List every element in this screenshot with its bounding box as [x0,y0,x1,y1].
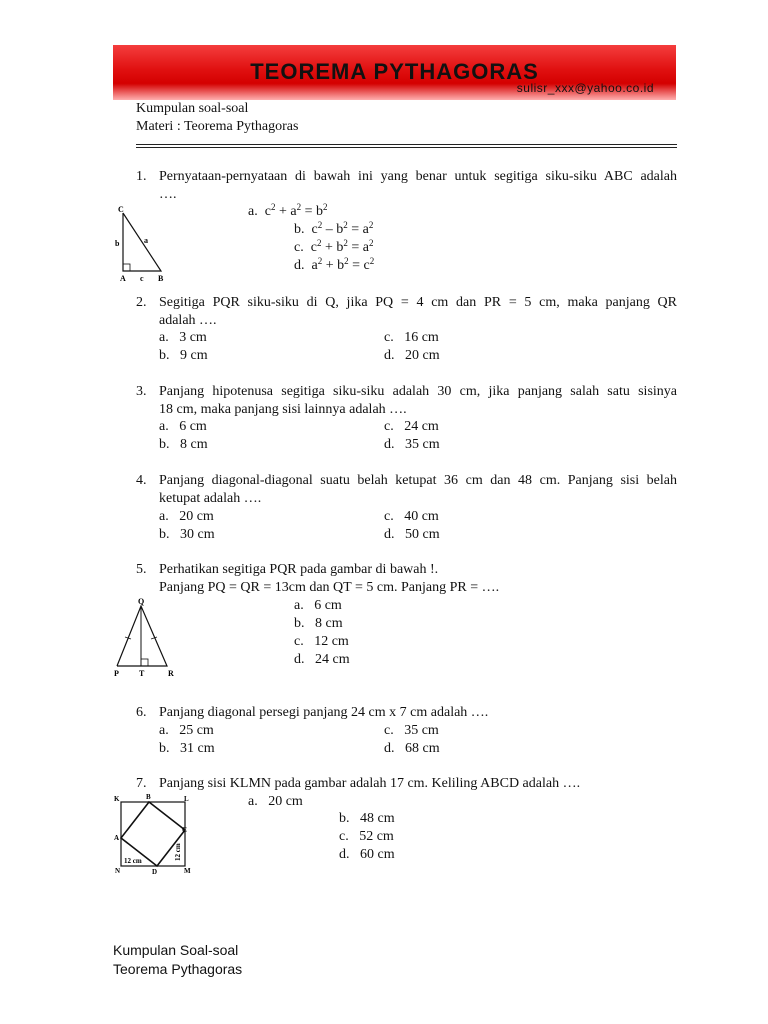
q3-option-c: c. 24 cm [384,419,439,434]
q3-number: 3. [136,384,147,399]
q7-square-figure [112,791,196,877]
q7-text-line1: Panjang sisi KLMN pada gambar adalah 17 cm. Keliling ABCD adalah …. [159,776,581,791]
q5-text-line1: Perhatikan segitiga PQR pada gambar di bawah !. [159,562,439,577]
q5-label-T: T [139,669,145,678]
q1-label-C: C [118,205,124,214]
q3-text-line1: Panjang hipotenusa segitiga siku-siku adalah 30 cm, jika panjang salah satu sisinya [159,384,677,399]
q6-option-b: b. 31 cm [159,741,215,756]
footer-line-2: Teorema Pythagoras [113,961,243,977]
q6-option-c: c. 35 cm [384,723,439,738]
q1-text-line1: Pernyataan-pernyataan di bawah ini yang benar untuk segitiga siku-siku ABC adalah [159,169,677,184]
q7-label-12cm-right: 12 cm [174,843,182,861]
q7-option-c: c. 52 cm [339,829,394,844]
q7-label-12cm-bottom: 12 cm [124,857,142,865]
q6-option-d: d. 68 cm [384,741,440,756]
q6-number: 6. [136,705,147,720]
q3-option-b: b. 8 cm [159,437,208,452]
q5-isosceles-triangle-figure [113,596,179,680]
q7-option-a: a. 20 cm [248,794,303,809]
q7-label-N: N [115,867,121,875]
q2-option-a: a. 3 cm [159,330,207,345]
q5-text-line2: Panjang PQ = QR = 13cm dan QT = 5 cm. Panjang PR = …. [159,580,500,595]
q5-option-c: c. 12 cm [294,634,349,649]
banner-email: sulisr_xxx@yahoo.co.id [516,81,654,95]
q2-text-line1: Segitiga PQR siku-siku di Q, jika PQ = 4 cm dan PR = 5 cm, maka panjang QR [159,295,677,310]
q7-number: 7. [136,776,147,791]
q1-label-a: a [144,236,148,245]
q7-label-A: A [114,834,120,842]
q5-option-b: b. 8 cm [294,616,343,631]
q4-option-a: a. 20 cm [159,509,214,524]
q2-option-c: c. 16 cm [384,330,439,345]
q1-text-line2: …. [159,187,177,202]
q3-option-d: d. 35 cm [384,437,440,452]
q7-label-L: L [184,795,189,803]
q5-label-Q: Q [138,597,145,606]
q5-option-d: d. 24 cm [294,652,350,667]
q4-number: 4. [136,473,147,488]
q1-label-B: B [158,274,164,283]
q4-text-line2: ketupat adalah …. [159,491,262,506]
q1-number: 1. [136,169,147,184]
q7-label-B: B [146,793,151,801]
banner-title: TEOREMA PYTHAGORAS [250,59,539,84]
q4-option-c: c. 40 cm [384,509,439,524]
q5-option-a: a. 6 cm [294,598,342,613]
q1-label-c: c [140,274,144,283]
divider-top [136,144,677,145]
q2-text-line2: adalah …. [159,313,217,328]
q3-text-line2: 18 cm, maka panjang sisi lainnya adalah …. [159,402,407,417]
q2-option-d: d. 20 cm [384,348,440,363]
q7-label-M: M [184,867,191,875]
q7-label-K: K [114,795,120,803]
q5-number: 5. [136,562,147,577]
q2-number: 2. [136,295,147,310]
q1-option-b: b. $c^2 - b^2 = a^2$ [294,220,374,237]
q1-option-d: d. $a^2 + b^2 = c^2$ [294,256,375,273]
header-line-1: Kumpulan soal-soal [136,101,249,116]
footer-line-1: Kumpulan Soal-soal [113,942,239,958]
q7-option-b: b. 48 cm [339,811,395,826]
q4-text-line1: Panjang diagonal-diagonal suatu belah ketupat 36 cm dan 48 cm. Panjang sisi belah [159,473,677,488]
q1-label-b: b [115,239,120,248]
q5-label-R: R [168,669,174,678]
divider-bottom [136,147,677,148]
header-line-2: Materi : Teorema Pythagoras [136,119,299,134]
q7-label-D: D [152,868,158,876]
q2-option-b: b. 9 cm [159,348,208,363]
q1-option-a: a. $c^2 + a^2 = b^2$ [248,202,328,219]
q3-option-a: a. 6 cm [159,419,207,434]
q1-triangle-figure [113,203,173,285]
q5-label-P: P [114,669,119,678]
title-banner [113,45,676,100]
q1-option-c: c. $c^2 + b^2 = a^2$ [294,238,374,255]
q7-option-d: d. 60 cm [339,847,395,862]
q4-option-d: d. 50 cm [384,527,440,542]
q1-label-A: A [120,274,126,283]
q6-text-line1: Panjang diagonal persegi panjang 24 cm x 7 cm adalah …. [159,705,489,720]
q6-option-a: a. 25 cm [159,723,214,738]
q4-option-b: b. 30 cm [159,527,215,542]
q7-label-C: C [182,826,188,834]
